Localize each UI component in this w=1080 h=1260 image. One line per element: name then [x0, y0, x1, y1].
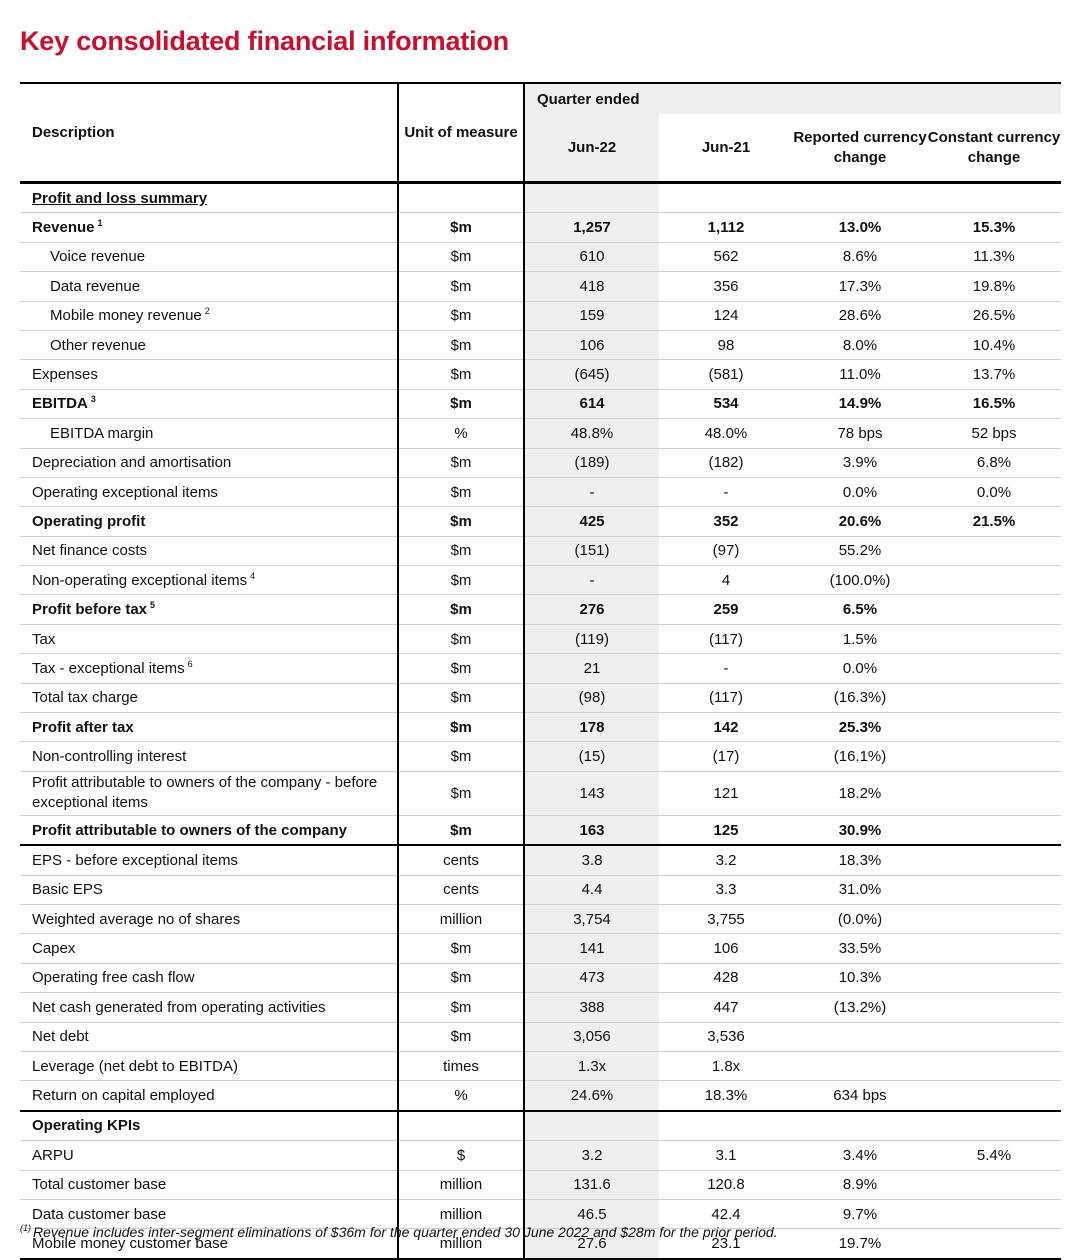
- row-jun21-value: 428: [659, 963, 793, 992]
- row-constant-change: [927, 963, 1061, 992]
- row-jun21-value: (117): [659, 624, 793, 653]
- row-jun22-value: (98): [524, 683, 659, 712]
- row-jun21-value: 120.8: [659, 1170, 793, 1199]
- row-unit: $m: [398, 566, 524, 595]
- row-reported-change: 9.7%: [793, 1199, 927, 1228]
- row-unit: $m: [398, 993, 524, 1022]
- footnote-reference: 2: [204, 306, 210, 317]
- row-description-text: Revenue: [32, 219, 95, 237]
- row-jun21-value: 18.3%: [659, 1081, 793, 1111]
- footnote-marker: (1): [20, 1223, 31, 1234]
- row-jun21-value: -: [659, 654, 793, 683]
- row-description-text: Data revenue: [50, 277, 141, 295]
- row-reported-change: 20.6%: [793, 507, 927, 536]
- row-description-text: Profit attributable to owners of the company - before exceptional items: [32, 774, 378, 812]
- row-description-text: EBITDA: [32, 395, 88, 413]
- page-title: Key consolidated financial information: [20, 26, 509, 56]
- footnote-text: Revenue includes inter-segment eliminations of $36m for the quarter ended 30 June 2022 and $28m for the prior period.: [33, 1224, 778, 1240]
- row-jun22-value: (151): [524, 536, 659, 565]
- table-row: [20, 993, 1061, 1022]
- row-jun21-value: 447: [659, 993, 793, 1022]
- section-row-operating-kpis: [20, 1111, 1061, 1141]
- table-row: [20, 242, 1061, 271]
- row-jun21-value: -: [659, 477, 793, 506]
- row-description: [20, 904, 398, 933]
- row-unit: $m: [398, 360, 524, 389]
- table-row: [20, 771, 1061, 815]
- row-description: [20, 815, 398, 845]
- row-constant-change: [927, 654, 1061, 683]
- header-description: Description: [20, 83, 398, 183]
- table-row: [20, 904, 1061, 933]
- row-constant-change: 0.0%: [927, 477, 1061, 506]
- row-reported-change: (13.2%): [793, 993, 927, 1022]
- row-reported-change: 18.3%: [793, 845, 927, 875]
- row-jun22-value: (15): [524, 742, 659, 771]
- row-constant-change: [927, 683, 1061, 712]
- row-unit: [398, 1111, 524, 1141]
- row-unit: $m: [398, 713, 524, 742]
- footnote-reference: 6: [187, 658, 193, 669]
- table-row: [20, 448, 1061, 477]
- row-description-text: Data customer base: [32, 1205, 167, 1223]
- row-jun21-value: 352: [659, 507, 793, 536]
- row-jun22-value: 3,056: [524, 1022, 659, 1051]
- row-jun21-value: 121: [659, 771, 793, 815]
- row-constant-change: 10.4%: [927, 330, 1061, 359]
- row-unit: %: [398, 1081, 524, 1111]
- table-row: [20, 934, 1061, 963]
- row-description: [20, 993, 398, 1022]
- row-reported-change: 6.5%: [793, 595, 927, 624]
- row-unit: $m: [398, 624, 524, 653]
- row-jun21-value: 562: [659, 242, 793, 271]
- row-unit: $m: [398, 654, 524, 683]
- section-title-profit-loss: Profit and loss summary: [20, 183, 398, 213]
- row-description-text: Tax - exceptional items: [32, 659, 185, 677]
- row-unit: times: [398, 1051, 524, 1080]
- row-jun21-value: 124: [659, 301, 793, 330]
- row-jun21-value: 23.1: [659, 1229, 793, 1259]
- row-jun22-value: 159: [524, 301, 659, 330]
- table-row: [20, 1141, 1061, 1170]
- row-constant-change: 26.5%: [927, 301, 1061, 330]
- table-row: [20, 595, 1061, 624]
- row-reported-change: 17.3%: [793, 272, 927, 301]
- row-reported-change: 10.3%: [793, 963, 927, 992]
- row-description: [20, 595, 398, 624]
- row-constant-change: 15.3%: [927, 213, 1061, 242]
- table-row: [20, 419, 1061, 448]
- row-reported-change: 8.6%: [793, 242, 927, 271]
- row-unit: $m: [398, 507, 524, 536]
- row-jun21-value: 259: [659, 595, 793, 624]
- row-jun22-value: 4.4: [524, 875, 659, 904]
- row-description: [20, 330, 398, 359]
- row-unit: $m: [398, 536, 524, 565]
- row-jun21-value: 534: [659, 389, 793, 418]
- row-reported-change: [793, 1111, 927, 1141]
- row-description-text: Mobile money revenue: [50, 307, 202, 325]
- row-description: [20, 713, 398, 742]
- row-constant-change: 13.7%: [927, 360, 1061, 389]
- row-description: [20, 213, 398, 242]
- row-jun21-value: 3.2: [659, 845, 793, 875]
- row-jun21-value: 142: [659, 713, 793, 742]
- row-jun22-value: -: [524, 566, 659, 595]
- row-description-text: Net debt: [32, 1028, 89, 1046]
- table-row: [20, 1022, 1061, 1051]
- row-reported-change: 634 bps: [793, 1081, 927, 1111]
- row-jun22-value: 3,754: [524, 904, 659, 933]
- row-jun21-value: 1,112: [659, 213, 793, 242]
- table-row: [20, 815, 1061, 845]
- row-jun21-value: (182): [659, 448, 793, 477]
- row-description-text: Profit attributable to owners of the company: [32, 821, 348, 839]
- row-jun22-value: 1,257: [524, 213, 659, 242]
- table-row: [20, 507, 1061, 536]
- section-title-operating-kpis: Operating KPIs: [20, 1111, 398, 1141]
- row-jun22-value: 425: [524, 507, 659, 536]
- row-description-text: Non-controlling interest: [32, 748, 187, 766]
- row-unit: $m: [398, 815, 524, 845]
- row-constant-change: [927, 742, 1061, 771]
- row-constant-change: [927, 845, 1061, 875]
- row-jun22-value: 141: [524, 934, 659, 963]
- row-constant-change: [927, 993, 1061, 1022]
- row-constant-change: [927, 1022, 1061, 1051]
- row-jun21-value: 3.1: [659, 1141, 793, 1170]
- row-reported-change: 11.0%: [793, 360, 927, 389]
- row-jun21-value: [659, 1111, 793, 1141]
- row-jun22-value: 48.8%: [524, 419, 659, 448]
- row-jun22-value: (645): [524, 360, 659, 389]
- row-jun22-value: (119): [524, 624, 659, 653]
- row-description: [20, 477, 398, 506]
- row-unit: $m: [398, 595, 524, 624]
- row-reported-change: 0.0%: [793, 654, 927, 683]
- table-row: [20, 1081, 1061, 1111]
- row-description-text: Total customer base: [32, 1176, 167, 1194]
- row-description: [20, 654, 398, 683]
- table-row: [20, 875, 1061, 904]
- row-description: [20, 1141, 398, 1170]
- header-jun21: Jun-21: [659, 114, 793, 183]
- row-jun21-value: 98: [659, 330, 793, 359]
- row-jun22-value: 473: [524, 963, 659, 992]
- row-description: [20, 1170, 398, 1199]
- row-jun22-value: 610: [524, 242, 659, 271]
- row-constant-change: 16.5%: [927, 389, 1061, 418]
- row-description-text: Return on capital employed: [32, 1087, 215, 1105]
- row-jun22-value: 106: [524, 330, 659, 359]
- financial-table: [20, 82, 1061, 1260]
- row-description-text: Tax: [32, 630, 56, 648]
- row-description: [20, 242, 398, 271]
- row-description-text: Leverage (net debt to EBITDA): [32, 1057, 238, 1075]
- row-description: [20, 507, 398, 536]
- row-jun21-value: (17): [659, 742, 793, 771]
- row-jun21-value: 3,755: [659, 904, 793, 933]
- row-reported-change: 78 bps: [793, 419, 927, 448]
- row-description: [20, 389, 398, 418]
- row-jun22-value: 131.6: [524, 1170, 659, 1199]
- row-unit: $m: [398, 742, 524, 771]
- row-description: [20, 845, 398, 875]
- row-jun22-value: 3.2: [524, 1141, 659, 1170]
- footnote-reference: 3: [90, 394, 96, 405]
- row-jun22-value: [524, 1111, 659, 1141]
- footnote-reference: 4: [250, 570, 256, 581]
- row-unit: million: [398, 1229, 524, 1259]
- row-jun22-value: 614: [524, 389, 659, 418]
- row-description: [20, 742, 398, 771]
- row-reported-change: 0.0%: [793, 477, 927, 506]
- row-description-text: Capex: [32, 940, 76, 958]
- row-description: [20, 566, 398, 595]
- row-jun22-value: 24.6%: [524, 1081, 659, 1111]
- row-reported-change: (100.0%): [793, 566, 927, 595]
- row-description: [20, 536, 398, 565]
- table-row: [20, 963, 1061, 992]
- row-unit: $m: [398, 272, 524, 301]
- row-reported-change: 55.2%: [793, 536, 927, 565]
- row-jun22-value: 276: [524, 595, 659, 624]
- row-reported-change: 33.5%: [793, 934, 927, 963]
- row-jun22-value: 163: [524, 815, 659, 845]
- header-jun22: Jun-22: [524, 114, 659, 183]
- row-jun21-value: 3.3: [659, 875, 793, 904]
- row-constant-change: 21.5%: [927, 507, 1061, 536]
- row-unit: %: [398, 419, 524, 448]
- header-reported-change: Reported currency change: [793, 114, 927, 183]
- row-unit: cents: [398, 875, 524, 904]
- row-reported-change: 8.0%: [793, 330, 927, 359]
- row-reported-change: 13.0%: [793, 213, 927, 242]
- row-reported-change: (0.0%): [793, 904, 927, 933]
- table-row: [20, 213, 1061, 242]
- row-description-text: Mobile money customer base: [32, 1234, 228, 1252]
- row-reported-change: (16.1%): [793, 742, 927, 771]
- row-jun21-value: 48.0%: [659, 419, 793, 448]
- row-jun21-value: 106: [659, 934, 793, 963]
- table-row: [20, 683, 1061, 712]
- table-row: [20, 477, 1061, 506]
- row-description-text: Operating exceptional items: [32, 483, 218, 501]
- row-description-text: Weighted average no of shares: [32, 910, 241, 928]
- row-unit: million: [398, 1199, 524, 1228]
- row-jun21-value: 4: [659, 566, 793, 595]
- row-description-text: Basic EPS: [32, 881, 103, 899]
- row-jun21-value: 42.4: [659, 1199, 793, 1228]
- row-description-text: Depreciation and amortisation: [32, 454, 232, 472]
- row-constant-change: [927, 536, 1061, 565]
- row-unit: $m: [398, 301, 524, 330]
- row-jun22-value: 418: [524, 272, 659, 301]
- row-description-text: Total tax charge: [32, 689, 138, 707]
- row-unit: $m: [398, 683, 524, 712]
- row-jun22-value: 143: [524, 771, 659, 815]
- row-description: [20, 272, 398, 301]
- table-row: [20, 624, 1061, 653]
- row-unit: cents: [398, 845, 524, 875]
- row-reported-change: 1.5%: [793, 624, 927, 653]
- row-description-text: Operating profit: [32, 512, 146, 530]
- row-description: [20, 1022, 398, 1051]
- header-quarter-ended: Quarter ended: [524, 83, 1061, 114]
- row-unit: $m: [398, 771, 524, 815]
- row-unit: $m: [398, 389, 524, 418]
- table-row: [20, 301, 1061, 330]
- table-row: [20, 654, 1061, 683]
- row-description-text: ARPU: [32, 1146, 74, 1164]
- row-constant-change: 19.8%: [927, 272, 1061, 301]
- row-jun22-value: 27.6: [524, 1229, 659, 1259]
- row-jun22-value: 3.8: [524, 845, 659, 875]
- row-constant-change: [927, 566, 1061, 595]
- row-description: [20, 875, 398, 904]
- row-reported-change: (16.3%): [793, 683, 927, 712]
- row-constant-change: [927, 904, 1061, 933]
- row-unit: $m: [398, 448, 524, 477]
- row-constant-change: [927, 1111, 1061, 1141]
- table-row: [20, 566, 1061, 595]
- table-row: [20, 272, 1061, 301]
- row-description: [20, 448, 398, 477]
- row-description-text: EPS - before exceptional items: [32, 851, 238, 869]
- row-jun21-value: (117): [659, 683, 793, 712]
- row-constant-change: [927, 934, 1061, 963]
- table-row: [20, 536, 1061, 565]
- row-jun22-value: -: [524, 477, 659, 506]
- row-description: [20, 963, 398, 992]
- row-unit: $m: [398, 242, 524, 271]
- row-jun22-value: 388: [524, 993, 659, 1022]
- row-constant-change: 6.8%: [927, 448, 1061, 477]
- row-reported-change: 30.9%: [793, 815, 927, 845]
- row-jun21-value: (581): [659, 360, 793, 389]
- table-row: [20, 713, 1061, 742]
- row-description-text: Expenses: [32, 366, 98, 384]
- table-row: [20, 389, 1061, 418]
- row-jun22-value: (189): [524, 448, 659, 477]
- row-reported-change: 8.9%: [793, 1170, 927, 1199]
- row-description-text: EBITDA margin: [50, 424, 154, 442]
- row-jun22-value: 178: [524, 713, 659, 742]
- row-reported-change: 28.6%: [793, 301, 927, 330]
- row-description: [20, 1081, 398, 1111]
- row-description: [20, 301, 398, 330]
- row-jun21-value: 3,536: [659, 1022, 793, 1051]
- row-constant-change: [927, 875, 1061, 904]
- header-constant-change: Constant currency change: [927, 114, 1061, 183]
- row-reported-change: 3.9%: [793, 448, 927, 477]
- row-reported-change: [793, 1022, 927, 1051]
- row-description-text: Non-operating exceptional items: [32, 571, 248, 589]
- row-constant-change: [927, 713, 1061, 742]
- row-constant-change: 5.4%: [927, 1141, 1061, 1170]
- table-row: [20, 1170, 1061, 1199]
- row-reported-change: 31.0%: [793, 875, 927, 904]
- row-description: [20, 683, 398, 712]
- row-constant-change: [927, 1051, 1061, 1080]
- row-constant-change: [927, 624, 1061, 653]
- row-constant-change: 52 bps: [927, 419, 1061, 448]
- row-jun21-value: 1.8x: [659, 1051, 793, 1080]
- table-row: [20, 1051, 1061, 1080]
- row-unit: $: [398, 1141, 524, 1170]
- row-reported-change: 18.2%: [793, 771, 927, 815]
- row-jun21-value: 356: [659, 272, 793, 301]
- row-description-text: Other revenue: [50, 336, 146, 354]
- row-jun21-value: (97): [659, 536, 793, 565]
- row-unit: $m: [398, 1022, 524, 1051]
- table-row: [20, 845, 1061, 875]
- row-unit: $m: [398, 934, 524, 963]
- row-constant-change: [927, 1170, 1061, 1199]
- row-unit: $m: [398, 963, 524, 992]
- header-unit: Unit of measure: [398, 83, 524, 183]
- row-reported-change: 25.3%: [793, 713, 927, 742]
- row-jun21-value: 125: [659, 815, 793, 845]
- row-description-text: Net cash generated from operating activities: [32, 998, 326, 1016]
- table-row: [20, 360, 1061, 389]
- row-reported-change: 14.9%: [793, 389, 927, 418]
- row-description-text: Voice revenue: [50, 248, 146, 266]
- row-description-text: Operating free cash flow: [32, 969, 195, 987]
- row-unit: million: [398, 904, 524, 933]
- row-description: [20, 1051, 398, 1080]
- row-constant-change: [927, 595, 1061, 624]
- row-description: [20, 934, 398, 963]
- row-jun22-value: 21: [524, 654, 659, 683]
- row-jun22-value: 46.5: [524, 1199, 659, 1228]
- footnote-reference: 1: [97, 218, 103, 229]
- footnote: [20, 1224, 778, 1240]
- row-reported-change: 3.4%: [793, 1141, 927, 1170]
- section-row-profit-loss: [20, 183, 1061, 213]
- row-description-text: Profit before tax: [32, 601, 148, 619]
- row-reported-change: [793, 1051, 927, 1080]
- row-description: [20, 360, 398, 389]
- row-description: [20, 771, 398, 815]
- row-unit: $m: [398, 477, 524, 506]
- row-constant-change: [927, 1081, 1061, 1111]
- row-description-text: Net finance costs: [32, 542, 148, 560]
- row-constant-change: [927, 1199, 1061, 1228]
- row-constant-change: [927, 815, 1061, 845]
- row-unit: $m: [398, 330, 524, 359]
- table-row: [20, 742, 1061, 771]
- row-constant-change: [927, 1229, 1061, 1259]
- row-description: [20, 419, 398, 448]
- row-jun22-value: 1.3x: [524, 1051, 659, 1080]
- table-row: [20, 330, 1061, 359]
- row-unit: $m: [398, 213, 524, 242]
- row-unit: million: [398, 1170, 524, 1199]
- row-constant-change: 11.3%: [927, 242, 1061, 271]
- row-description: [20, 624, 398, 653]
- row-reported-change: 19.7%: [793, 1229, 927, 1259]
- row-description-text: Profit after tax: [32, 718, 134, 736]
- footnote-reference: 5: [150, 600, 156, 611]
- row-constant-change: [927, 771, 1061, 815]
